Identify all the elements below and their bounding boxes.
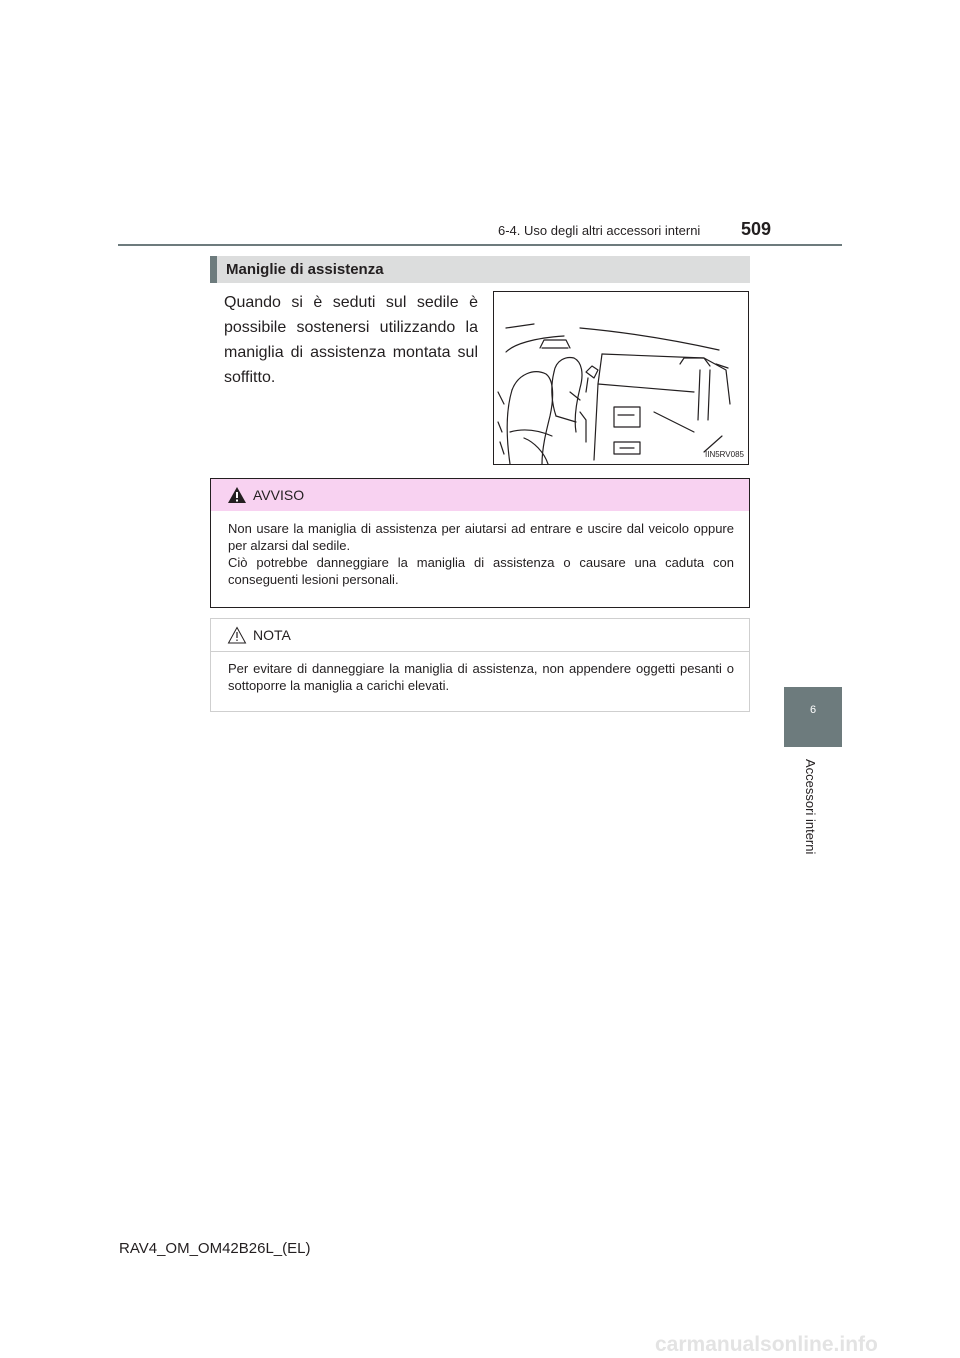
- notice-box: [210, 618, 750, 712]
- section-body-text: Quando si è seduti sul sedile è possibile sostenersi utilizzando la maniglia di assistenza montata sul soffitto.: [224, 294, 478, 386]
- car-interior-drawing: [494, 292, 749, 465]
- chapter-tab: [784, 687, 842, 747]
- section-heading-text: Maniglie di assistenza: [226, 261, 384, 278]
- caution-triangle-icon: [227, 626, 247, 644]
- footer-manual-code: RAV4_OM_OM42B26L_(EL): [119, 1240, 311, 1257]
- watermark: carmanualsonline.info: [655, 1333, 878, 1356]
- chapter-tab-label: Accessori interni: [803, 759, 818, 855]
- section-heading: [210, 256, 750, 283]
- figure-code: IIN5RV085: [705, 450, 744, 459]
- notice-title: NOTA: [253, 627, 291, 643]
- warning-title: AVVISO: [253, 487, 305, 503]
- section-heading-bar: [210, 256, 217, 283]
- warning-paragraph-2: Ciò potrebbe danneggiare la maniglia di assistenza o causare una caduta con conseguenti lesioni personali.: [228, 555, 734, 587]
- warning-triangle-icon: [227, 486, 247, 504]
- running-header-section: 6-4. Uso degli altri accessori interni: [498, 223, 701, 238]
- warning-box: [210, 478, 750, 608]
- chapter-tab-number: 6: [809, 704, 817, 716]
- assist-grip-illustration: [493, 291, 749, 465]
- warning-paragraph-1: Non usare la maniglia di assistenza per aiutarsi ad entrare e uscire dal veicolo oppure per alzarsi dal sedile.: [228, 521, 734, 553]
- warning-header: [211, 479, 749, 511]
- notice-separator: [211, 651, 749, 652]
- header-rule: [118, 244, 842, 246]
- page-number: 509: [741, 219, 772, 239]
- notice-paragraph: Per evitare di danneggiare la maniglia di assistenza, non appendere oggetti pesanti o sottoporre la maniglia a carichi elevati.: [228, 661, 734, 693]
